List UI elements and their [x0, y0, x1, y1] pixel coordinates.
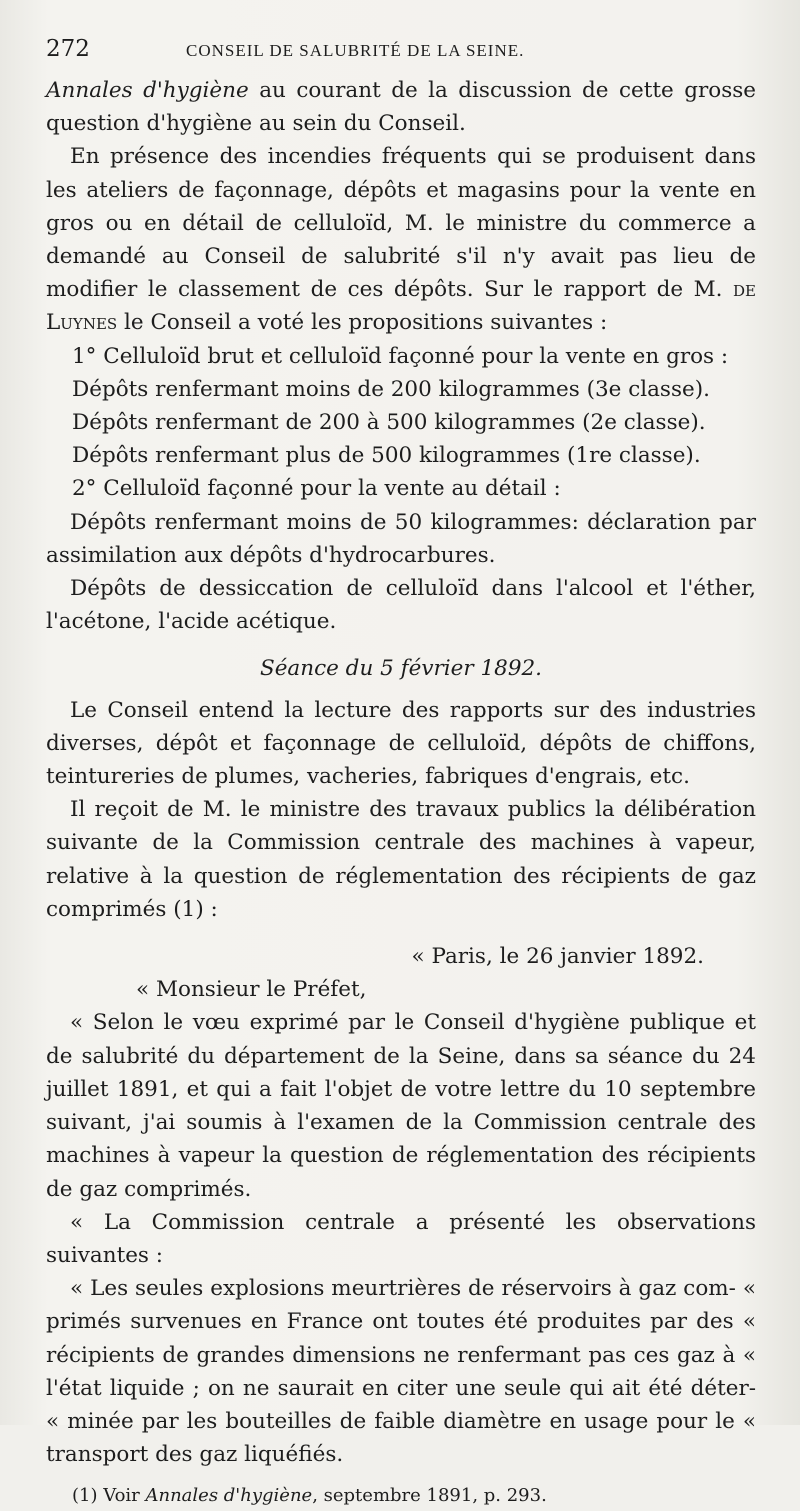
- page-number: 272: [46, 36, 90, 62]
- footnote-text: (1) Voir: [72, 1485, 146, 1507]
- paragraph: Le Conseil entend la lecture des rapports sur des industries diverses, dépôt et façonnage de celluloïd, dépôts de chiffons, teintureries de plumes, vacheries, fabriques d'engrais, etc.: [46, 697, 756, 790]
- page-header: [46, 36, 756, 70]
- letter-paragraph: « Les seules explosions meurtrières de réservoirs à gaz com- « primés survenues en France ont toutes été produites par des « récipients de grandes dimensions ne renfermant pas ces gaz à « l'état liquide ; on ne saurait en citer une seule qui ait été déter- « minée par les bouteilles de faible diamètre en usage pour le « transport des gaz liquéfiés.: [46, 1276, 756, 1468]
- paragraph-text: au courant de la discussion de cette grosse question d'hygiène au sein du Conseil.: [46, 78, 756, 137]
- paragraph: [46, 140, 756, 339]
- letter-paragraph: « Selon le vœu exprimé par le Conseil d'hygiène publique et de salubrité du département de la Seine, dans sa séance du 24 juillet 1891, et qui a fait l'objet de votre lettre du 10 septembre suivant, j'ai soumis à l'examen de la Commission centrale des machines à vapeur la question de réglementation des récipients de gaz comprimés.: [46, 1010, 756, 1202]
- body-text: [46, 74, 756, 1471]
- session-heading: Séance du 5 février 1892.: [259, 656, 543, 682]
- letter-salutation: « Monsieur le Préfet,: [136, 977, 367, 1003]
- journal-title: Annales d'hygiène: [46, 78, 249, 103]
- paragraph-text: le Conseil a voté les propositions suivantes :: [117, 310, 608, 336]
- paragraph: Dépôts de dessiccation de celluloïd dans l'alcool et l'éther, l'acétone, l'acide acétique.: [46, 576, 756, 635]
- paragraph: Dépôts renfermant moins de 50 kilogrammes: déclaration par assimilation aux dépôts d'hydrocarbures.: [46, 509, 756, 568]
- paragraph-text: En présence des incendies fréquents qui se produisent dans les ateliers de façonnage, dépôts et magasins pour la vente en gros ou en détail de celluloïd, M. le ministre du commerce a demandé au Conseil de salubrité s'il n'y avait pas lieu de modifier le classement de ces dépôts. Sur le rapport de M.: [46, 144, 756, 303]
- footnote-journal: Annales d'hygiène: [145, 1485, 313, 1507]
- author-particle: de: [733, 277, 756, 303]
- paragraph: Il reçoit de M. le ministre des travaux publics la délibération suivante de la Commission centrale des machines à vapeur, relative à la question de réglementation des récipients de gaz comprimés (1) :: [46, 797, 756, 922]
- list-item: Dépôts renfermant plus de 500 kilogrammes (1re classe).: [72, 443, 701, 469]
- author-name: Luynes: [46, 310, 118, 336]
- list-item: Dépôts renfermant de 200 à 500 kilogrammes (2e classe).: [72, 410, 706, 436]
- footnote: [46, 1481, 756, 1511]
- list-item: 2° Celluloïd façonné pour la vente au détail :: [72, 476, 561, 502]
- list-item: 1° Celluloïd brut et celluloïd façonné pour la vente en gros :: [72, 343, 729, 369]
- letter-paragraph: « La Commission centrale a présenté les observations suivantes :: [46, 1209, 756, 1268]
- paragraph: [46, 74, 756, 140]
- footnote-text: , septembre 1891, p. 293.: [312, 1485, 547, 1507]
- letter-date: « Paris, le 26 janvier 1892.: [411, 944, 704, 970]
- running-head: CONSEIL DE SALUBRITÉ DE LA SEINE.: [186, 41, 525, 60]
- list-item: Dépôts renfermant moins de 200 kilogrammes (3e classe).: [72, 376, 710, 402]
